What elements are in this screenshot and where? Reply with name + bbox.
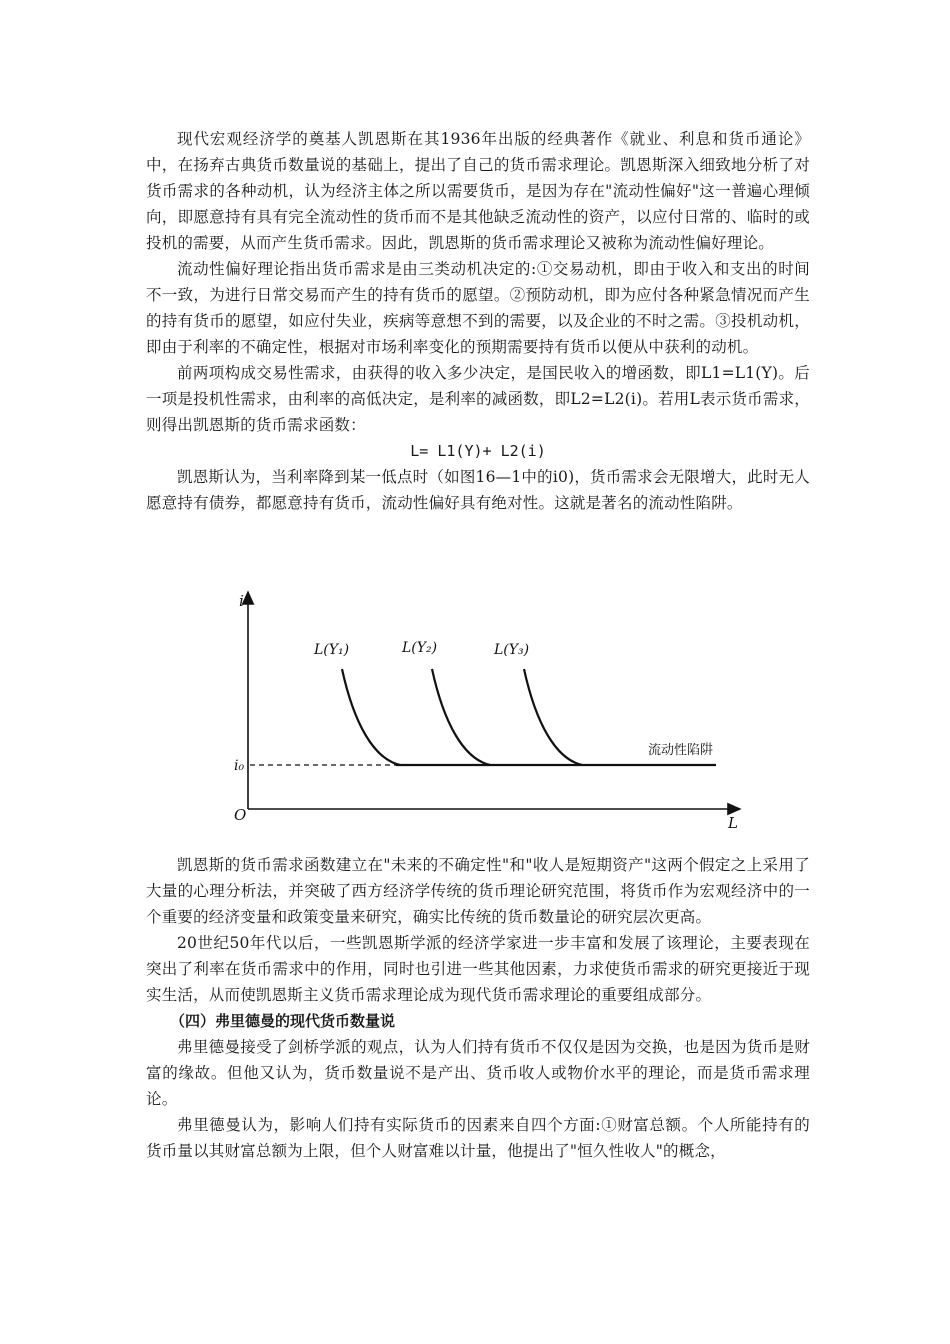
section-heading-friedman: （四）弗里德曼的现代货币数量说 [170, 1012, 396, 1030]
liquidity-trap-label: 流动性陷阱 [648, 743, 714, 758]
origin-label: O [234, 806, 247, 824]
curve-L-Y2 [432, 669, 490, 765]
paragraph-liquidity-trap: 凯恩斯认为，当利率降到某一低点时（如图16—1中的i0)，货币需求会无限增大，此时无人愿意持有债券，都愿意持有货币，流动性偏好具有绝对性。这就是著名的流动性陷阱。 [146, 468, 810, 512]
document-body-bottom [146, 852, 810, 1164]
paragraph-friedman-cambridge: 弗里德曼接受了剑桥学派的观点，认为人们持有货币不仅仅是因为交换，也是因为货币是财富的缘故。但他又认为，货币数量说不是产出、货币收人或物价水平的理论，而是货币需求理论。 [146, 1038, 810, 1108]
document-body-top [146, 126, 810, 516]
series-label-L-Y1: L(Y₁) [314, 642, 350, 658]
i0-label: i₀ [234, 758, 245, 774]
paragraph-friedman-factors: 弗里德曼认为，影响人们持有实际货币的因素来自四个方面:①财富总额。个人所能持有的货币量以其财富总额为上限，但个人财富难以计量，他提出了"恒久性收人"的概念， [146, 1116, 810, 1160]
money-demand-formula: L= L1(Y)+ L2(i) [410, 442, 546, 460]
y-axis-label: i [239, 592, 244, 610]
paragraph-keynes-assumptions: 凯恩斯的货币需求函数建立在"未来的不确定性"和"收人是短期资产"这两个假定之上采用了大量的心理分析法，并突破了西方经济学传统的货币理论研究范围，将货币作为宏观经济中的一个重要的经济变量和政策变量来研究，确实比传统的货币数量论的研究层次更高。 [146, 856, 810, 926]
x-axis-label: L [728, 814, 738, 830]
liquidity-trap-chart [222, 584, 752, 830]
chart-svg [222, 584, 752, 830]
paragraph-three-motives: 流动性偏好理论指出货币需求是由三类动机决定的:①交易动机，即由于收入和支出的时间不一致，为进行日常交易而产生的持有货币的愿望。②预防动机，即为应付各种紧急情况而产生的持有货币的愿望，如应付失业，疾病等意想不到的需要，以及企业的不时之需。③投机动机，即由于利率的不确定性，根据对市场利率变化的预期需要持有货币以便从中获利的动机。 [146, 260, 810, 356]
curve-L-Y3 [524, 669, 582, 765]
paragraph-post-1950s: 20世纪50年代以后，一些凯恩斯学派的经济学家进一步丰富和发展了该理论，主要表现在突出了利率在货币需求中的作用，同时也引进一些其他因素，力求使货币需求的研究更接近于现实生活，从而使凯恩斯主义货币需求理论成为现代货币需求理论的重要组成部分。 [146, 934, 810, 1004]
series-label-L-Y2: L(Y₂) [402, 640, 438, 656]
series-label-L-Y3: L(Y₃) [494, 642, 530, 658]
paragraph-keynes-intro: 现代宏观经济学的奠基人凯恩斯在其1936年出版的经典著作《就业、利息和货币通论》中，在扬弃古典货币数量说的基础上，提出了自己的货币需求理论。凯恩斯深入细致地分析了对货币需求的各种动机，认为经济主体之所以需要货币，是因为存在"流动性偏好"这一普遍心理倾向，即愿意持有具有完全流动性的货币而不是其他缺乏流动性的资产，以应付日常的、临时的或投机的需要，从而产生货币需求。因此，凯恩斯的货币需求理论又被称为流动性偏好理论。 [146, 130, 810, 252]
paragraph-demand-function: 前两项构成交易性需求，由获得的收入多少决定，是国民收入的增函数，即L1=L1(Y)。后一项是投机性需求，由利率的高低决定，是利率的减函数，即L2=L2(i)。若用L表示货币需求，则得出凯恩斯的货币需求函数： [146, 364, 810, 434]
curve-L-Y1 [342, 669, 400, 765]
